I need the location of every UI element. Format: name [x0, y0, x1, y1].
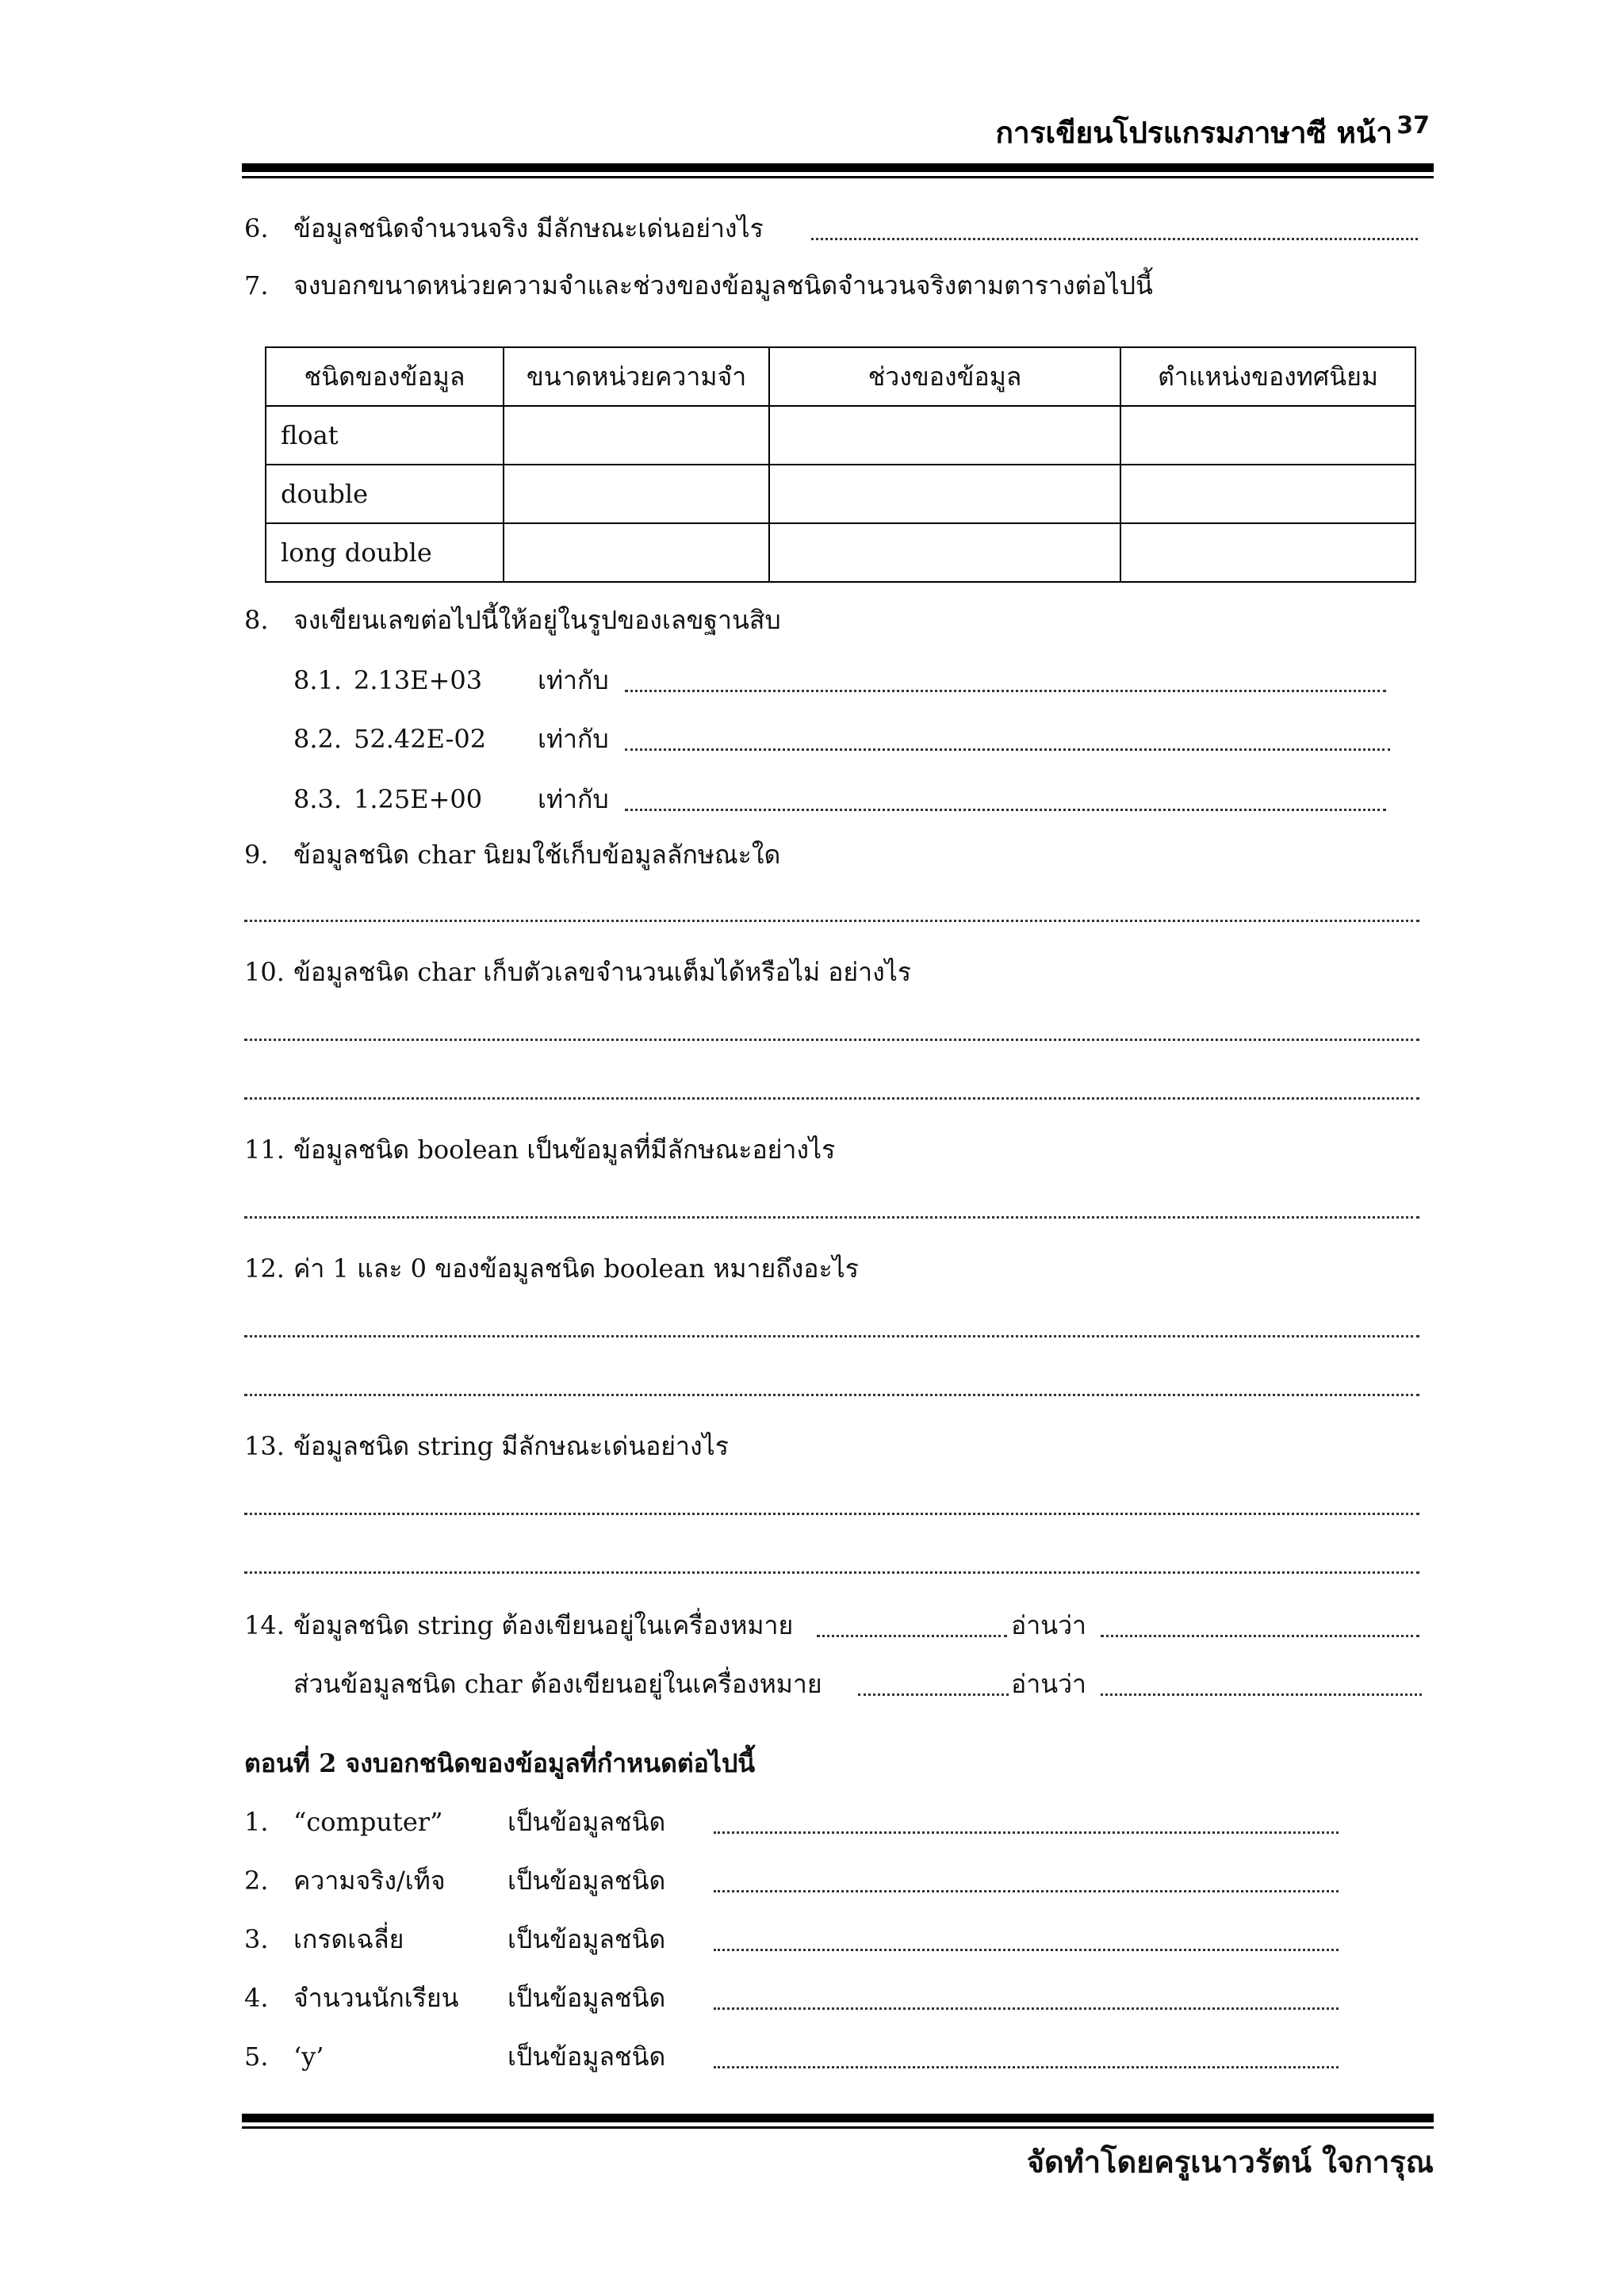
- table-cell-answer[interactable]: [1120, 523, 1415, 582]
- question-text: ข้อมูลชนิด string มีลักษณะเด่นอย่างไร: [293, 1431, 729, 1461]
- question-number: 10.: [244, 957, 285, 987]
- sub-item-value: 52.42E-02: [354, 724, 487, 754]
- item-term: ‘y’: [293, 2042, 324, 2072]
- question-number: 7.: [244, 270, 269, 300]
- sub-item-label: เท่ากับ: [538, 784, 609, 814]
- answer-line[interactable]: [1101, 1635, 1419, 1637]
- memory-size-table: [265, 346, 1416, 583]
- header-rule-thick: [242, 163, 1434, 172]
- footer-author: จัดทำโดยครูเนาวรัตน์ ใจการุณ: [1026, 2145, 1434, 2179]
- question-text: จงเขียนเลขต่อไปนี้ให้อยู่ในรูปของเลขฐานสิบ: [293, 605, 781, 635]
- answer-line[interactable]: [714, 1949, 1339, 1951]
- table-cell-answer[interactable]: [1120, 465, 1415, 523]
- sub-item-number: 8.1.: [293, 665, 343, 695]
- question-9: [244, 839, 780, 871]
- part-2-item: [244, 1923, 665, 1955]
- question-11: [244, 1134, 835, 1165]
- answer-line[interactable]: [811, 238, 1418, 240]
- answer-line[interactable]: [714, 2066, 1339, 2068]
- sub-item-number: 8.3.: [293, 784, 343, 814]
- question-text: ข้อมูลชนิด boolean เป็นข้อมูลที่มีลักษณะอย่างไร: [293, 1135, 836, 1165]
- item-number: 4.: [244, 1983, 269, 2013]
- page-number: 37: [1396, 112, 1430, 140]
- table-cell-answer[interactable]: [504, 523, 769, 582]
- table-cell: float: [266, 406, 504, 465]
- item-number: 5.: [244, 2042, 269, 2072]
- table-cell-answer[interactable]: [769, 406, 1120, 465]
- answer-line[interactable]: [858, 1693, 1009, 1696]
- answer-line[interactable]: [625, 748, 1390, 751]
- table-cell-answer[interactable]: [769, 465, 1120, 523]
- item-term: เกรดเฉลี่ย: [293, 1924, 404, 1954]
- question-14-line-2: ส่วนข้อมูลชนิด char ต้องเขียนอยู่ในเครื่องหมาย: [293, 1669, 822, 1699]
- item-label: เป็นข้อมูลชนิด: [508, 1983, 666, 2013]
- question-14-label: อ่านว่า: [1011, 1669, 1086, 1699]
- item-number: 1.: [244, 1807, 269, 1837]
- table-header-cell: ตำแหน่งของทศนิยม: [1120, 347, 1415, 406]
- part-2-item: [244, 1865, 665, 1896]
- answer-line[interactable]: [625, 809, 1386, 811]
- answer-line[interactable]: [714, 1890, 1339, 1892]
- sub-item-value: 2.13E+03: [354, 665, 483, 695]
- item-label: เป็นข้อมูลชนิด: [508, 1807, 666, 1837]
- question-10: [244, 956, 911, 988]
- answer-line[interactable]: [244, 920, 1419, 922]
- item-label: เป็นข้อมูลชนิด: [508, 1924, 666, 1954]
- item-term: “computer”: [293, 1807, 443, 1837]
- answer-line[interactable]: [714, 2007, 1339, 2010]
- sub-item-label: เท่ากับ: [538, 665, 609, 695]
- question-text: ค่า 1 และ 0 ของข้อมูลชนิด boolean หมายถึงอะไร: [293, 1253, 859, 1284]
- part-2-item: [244, 1806, 665, 1838]
- question-12: [244, 1253, 859, 1284]
- header-rule-thin: [242, 176, 1434, 178]
- part-2-item: [244, 1982, 665, 2014]
- table-cell-answer[interactable]: [504, 465, 769, 523]
- item-term: ความจริง/เท็จ: [293, 1866, 446, 1896]
- answer-line[interactable]: [244, 1394, 1419, 1396]
- table-cell-answer[interactable]: [769, 523, 1120, 582]
- answer-line[interactable]: [817, 1635, 1007, 1637]
- question-number: 14.: [244, 1610, 285, 1640]
- answer-line[interactable]: [1101, 1693, 1422, 1696]
- part-2-title: ตอนที่ 2 จงบอกชนิดของข้อมูลที่กำหนดต่อไปนี้: [244, 1748, 756, 1778]
- sub-item-label: เท่ากับ: [538, 724, 609, 754]
- answer-line[interactable]: [244, 1571, 1419, 1574]
- sub-item-value: 1.25E+00: [354, 784, 483, 814]
- question-13: [244, 1430, 729, 1462]
- footer-rule-thin: [242, 2126, 1434, 2129]
- part-2-item: [244, 2041, 665, 2072]
- answer-line[interactable]: [244, 1335, 1419, 1337]
- question-8: [244, 604, 781, 636]
- question-14-line-1: [244, 1609, 793, 1641]
- footer-rule-thick: [242, 2114, 1434, 2122]
- answer-line[interactable]: [625, 690, 1386, 692]
- question-text: ข้อมูลชนิด char เก็บตัวเลขจำนวนเต็มได้หรือไม่ อย่างไร: [293, 957, 912, 987]
- question-text: ข้อมูลชนิด char นิยมใช้เก็บข้อมูลลักษณะใด: [293, 840, 781, 870]
- table-header-cell: ช่วงของข้อมูล: [769, 347, 1120, 406]
- question-text: ข้อมูลชนิด string ต้องเขียนอยู่ในเครื่องหมาย: [293, 1610, 794, 1640]
- answer-line[interactable]: [714, 1831, 1339, 1834]
- table-header-row: [266, 347, 1415, 406]
- question-7: [244, 270, 1153, 301]
- answer-line[interactable]: [244, 1216, 1419, 1219]
- table-header-cell: ชนิดของข้อมูล: [266, 347, 504, 406]
- table-row: [266, 523, 1415, 582]
- item-number: 3.: [244, 1924, 269, 1954]
- table-cell: double: [266, 465, 504, 523]
- question-number: 12.: [244, 1253, 285, 1284]
- table-cell: long double: [266, 523, 504, 582]
- question-text: จงบอกขนาดหน่วยความจำและช่วงของข้อมูลชนิดจำนวนจริงตามตารางต่อไปนี้: [293, 270, 1153, 300]
- sub-item-number: 8.2.: [293, 724, 343, 754]
- item-label: เป็นข้อมูลชนิด: [508, 1866, 666, 1896]
- sub-item-8-3: [293, 783, 609, 815]
- question-6: [244, 212, 764, 244]
- question-text: ข้อมูลชนิดจำนวนจริง มีลักษณะเด่นอย่างไร: [293, 213, 764, 243]
- sub-item-8-2: [293, 723, 609, 755]
- question-number: 8.: [244, 605, 269, 635]
- table-cell-answer[interactable]: [1120, 406, 1415, 465]
- item-number: 2.: [244, 1866, 269, 1896]
- answer-line[interactable]: [244, 1097, 1419, 1100]
- page-header-title: การเขียนโปรแกรมภาษาซี หน้า: [995, 116, 1392, 150]
- question-number: 6.: [244, 213, 269, 243]
- item-label: เป็นข้อมูลชนิด: [508, 2042, 666, 2072]
- question-number: 11.: [244, 1135, 285, 1165]
- answer-line[interactable]: [244, 1039, 1419, 1041]
- answer-line[interactable]: [244, 1513, 1419, 1515]
- table-row: [266, 465, 1415, 523]
- item-term: จำนวนนักเรียน: [293, 1983, 459, 2013]
- table-cell-answer[interactable]: [504, 406, 769, 465]
- table-header-cell: ขนาดหน่วยความจำ: [504, 347, 769, 406]
- question-number: 13.: [244, 1431, 285, 1461]
- sub-item-8-1: [293, 664, 609, 696]
- table-row: [266, 406, 1415, 465]
- question-14-label: อ่านว่า: [1011, 1610, 1086, 1640]
- question-number: 9.: [244, 840, 269, 870]
